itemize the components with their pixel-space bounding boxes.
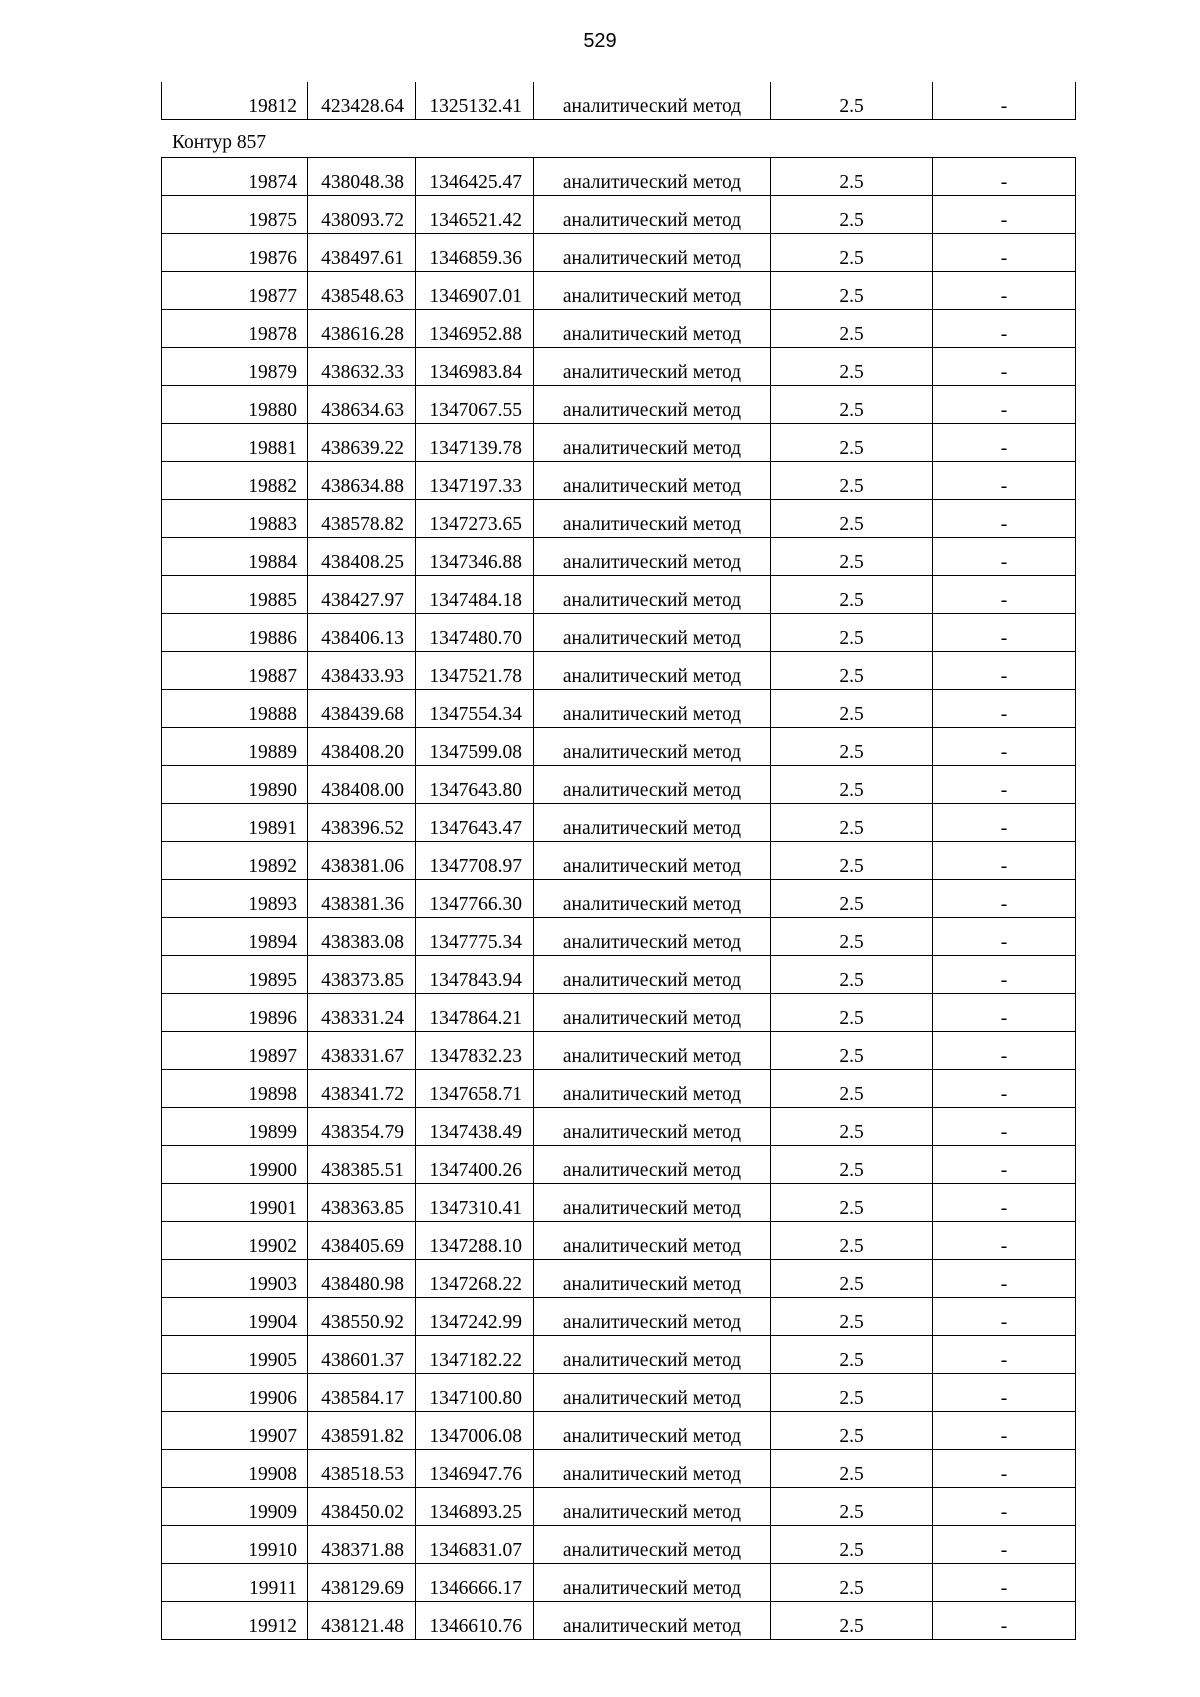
accuracy-cell: 2.5 bbox=[771, 1260, 933, 1298]
note-cell: - bbox=[933, 1450, 1076, 1488]
accuracy-cell: 2.5 bbox=[771, 690, 933, 728]
page-number: 529 bbox=[583, 30, 617, 52]
y-coordinate-cell: 1346907.01 bbox=[416, 272, 534, 310]
method-cell: аналитический метод bbox=[534, 994, 771, 1032]
point-number-cell: 19912 bbox=[162, 1602, 308, 1640]
method-cell: аналитический метод bbox=[534, 1184, 771, 1222]
point-number-cell: 19890 bbox=[162, 766, 308, 804]
x-coordinate-cell: 438093.72 bbox=[308, 196, 416, 234]
y-coordinate-cell: 1346610.76 bbox=[416, 1602, 534, 1640]
table-row bbox=[162, 804, 1076, 842]
x-coordinate-cell: 438450.02 bbox=[308, 1488, 416, 1526]
point-number-cell: 19892 bbox=[162, 842, 308, 880]
note-cell: - bbox=[933, 462, 1076, 500]
accuracy-cell: 2.5 bbox=[771, 1412, 933, 1450]
method-cell: аналитический метод bbox=[534, 956, 771, 994]
point-number-cell: 19874 bbox=[162, 158, 308, 196]
y-coordinate-cell: 1347484.18 bbox=[416, 576, 534, 614]
note-cell: - bbox=[933, 576, 1076, 614]
y-coordinate-cell: 1347242.99 bbox=[416, 1298, 534, 1336]
method-cell: аналитический метод bbox=[534, 1298, 771, 1336]
x-coordinate-cell: 438383.08 bbox=[308, 918, 416, 956]
method-cell: аналитический метод bbox=[534, 766, 771, 804]
point-number-cell: 19888 bbox=[162, 690, 308, 728]
table-row bbox=[162, 1412, 1076, 1450]
x-coordinate-cell: 438371.88 bbox=[308, 1526, 416, 1564]
accuracy-cell: 2.5 bbox=[771, 82, 933, 120]
method-cell: аналитический метод bbox=[534, 576, 771, 614]
y-coordinate-cell: 1346666.17 bbox=[416, 1564, 534, 1602]
note-cell: - bbox=[933, 82, 1076, 120]
y-coordinate-cell: 1346521.42 bbox=[416, 196, 534, 234]
table-row bbox=[162, 1564, 1076, 1602]
accuracy-cell: 2.5 bbox=[771, 652, 933, 690]
accuracy-cell: 2.5 bbox=[771, 918, 933, 956]
note-cell: - bbox=[933, 1298, 1076, 1336]
method-cell: аналитический метод bbox=[534, 462, 771, 500]
note-cell: - bbox=[933, 804, 1076, 842]
x-coordinate-cell: 438601.37 bbox=[308, 1336, 416, 1374]
x-coordinate-cell: 438331.67 bbox=[308, 1032, 416, 1070]
point-number-cell: 19909 bbox=[162, 1488, 308, 1526]
note-cell: - bbox=[933, 348, 1076, 386]
accuracy-cell: 2.5 bbox=[771, 1602, 933, 1640]
x-coordinate-cell: 438427.97 bbox=[308, 576, 416, 614]
x-coordinate-cell: 438331.24 bbox=[308, 994, 416, 1032]
note-cell: - bbox=[933, 1070, 1076, 1108]
note-cell: - bbox=[933, 1336, 1076, 1374]
method-cell: аналитический метод bbox=[534, 538, 771, 576]
method-cell: аналитический метод bbox=[534, 1526, 771, 1564]
accuracy-cell: 2.5 bbox=[771, 880, 933, 918]
x-coordinate-cell: 438578.82 bbox=[308, 500, 416, 538]
note-cell: - bbox=[933, 1222, 1076, 1260]
method-cell: аналитический метод bbox=[534, 1450, 771, 1488]
method-cell: аналитический метод bbox=[534, 1032, 771, 1070]
table-row bbox=[162, 234, 1076, 272]
note-cell: - bbox=[933, 1032, 1076, 1070]
method-cell: аналитический метод bbox=[534, 348, 771, 386]
accuracy-cell: 2.5 bbox=[771, 1488, 933, 1526]
method-cell: аналитический метод bbox=[534, 1108, 771, 1146]
point-number-cell: 19901 bbox=[162, 1184, 308, 1222]
table-row bbox=[162, 652, 1076, 690]
method-cell: аналитический метод bbox=[534, 1374, 771, 1412]
method-cell: аналитический метод bbox=[534, 424, 771, 462]
method-cell: аналитический метод bbox=[534, 1488, 771, 1526]
table-row bbox=[162, 1032, 1076, 1070]
y-coordinate-cell: 1347599.08 bbox=[416, 728, 534, 766]
x-coordinate-cell: 438634.88 bbox=[308, 462, 416, 500]
x-coordinate-cell: 438548.63 bbox=[308, 272, 416, 310]
accuracy-cell: 2.5 bbox=[771, 956, 933, 994]
method-cell: аналитический метод bbox=[534, 1222, 771, 1260]
table-row bbox=[162, 196, 1076, 234]
x-coordinate-cell: 438405.69 bbox=[308, 1222, 416, 1260]
point-number-cell: 19902 bbox=[162, 1222, 308, 1260]
note-cell: - bbox=[933, 956, 1076, 994]
table-row bbox=[162, 1222, 1076, 1260]
x-coordinate-cell: 438048.38 bbox=[308, 158, 416, 196]
point-number-cell: 19891 bbox=[162, 804, 308, 842]
table-row bbox=[162, 690, 1076, 728]
point-number-cell: 19887 bbox=[162, 652, 308, 690]
note-cell: - bbox=[933, 842, 1076, 880]
point-number-cell: 19908 bbox=[162, 1450, 308, 1488]
method-cell: аналитический метод bbox=[534, 842, 771, 880]
note-cell: - bbox=[933, 386, 1076, 424]
point-number-cell: 19883 bbox=[162, 500, 308, 538]
point-number-cell: 19893 bbox=[162, 880, 308, 918]
point-number-cell: 19911 bbox=[162, 1564, 308, 1602]
method-cell: аналитический метод bbox=[534, 1412, 771, 1450]
table-row bbox=[162, 348, 1076, 386]
y-coordinate-cell: 1347139.78 bbox=[416, 424, 534, 462]
note-cell: - bbox=[933, 1374, 1076, 1412]
x-coordinate-cell: 438121.48 bbox=[308, 1602, 416, 1640]
y-coordinate-cell: 1347643.47 bbox=[416, 804, 534, 842]
y-coordinate-cell: 1347554.34 bbox=[416, 690, 534, 728]
x-coordinate-cell: 438381.36 bbox=[308, 880, 416, 918]
accuracy-cell: 2.5 bbox=[771, 1526, 933, 1564]
table-row bbox=[162, 766, 1076, 804]
table-row bbox=[162, 842, 1076, 880]
point-number-cell: 19878 bbox=[162, 310, 308, 348]
note-cell: - bbox=[933, 652, 1076, 690]
table-row bbox=[162, 1450, 1076, 1488]
accuracy-cell: 2.5 bbox=[771, 1564, 933, 1602]
point-number-cell: 19907 bbox=[162, 1412, 308, 1450]
note-cell: - bbox=[933, 1526, 1076, 1564]
y-coordinate-cell: 1346983.84 bbox=[416, 348, 534, 386]
table-row bbox=[162, 994, 1076, 1032]
table-row bbox=[162, 614, 1076, 652]
note-cell: - bbox=[933, 766, 1076, 804]
method-cell: аналитический метод bbox=[534, 652, 771, 690]
table-row bbox=[162, 880, 1076, 918]
x-coordinate-cell: 438550.92 bbox=[308, 1298, 416, 1336]
point-number-cell: 19882 bbox=[162, 462, 308, 500]
x-coordinate-cell: 438373.85 bbox=[308, 956, 416, 994]
x-coordinate-cell: 438518.53 bbox=[308, 1450, 416, 1488]
table-row bbox=[162, 1070, 1076, 1108]
note-cell: - bbox=[933, 234, 1076, 272]
accuracy-cell: 2.5 bbox=[771, 1070, 933, 1108]
accuracy-cell: 2.5 bbox=[771, 1032, 933, 1070]
y-coordinate-cell: 1347346.88 bbox=[416, 538, 534, 576]
accuracy-cell: 2.5 bbox=[771, 1336, 933, 1374]
point-number-cell: 19889 bbox=[162, 728, 308, 766]
x-coordinate-cell: 438385.51 bbox=[308, 1146, 416, 1184]
x-coordinate-cell: 438129.69 bbox=[308, 1564, 416, 1602]
accuracy-cell: 2.5 bbox=[771, 1298, 933, 1336]
x-coordinate-cell: 438408.20 bbox=[308, 728, 416, 766]
note-cell: - bbox=[933, 196, 1076, 234]
note-cell: - bbox=[933, 1412, 1076, 1450]
accuracy-cell: 2.5 bbox=[771, 614, 933, 652]
y-coordinate-cell: 1347197.33 bbox=[416, 462, 534, 500]
y-coordinate-cell: 1347864.21 bbox=[416, 994, 534, 1032]
point-number-cell: 19880 bbox=[162, 386, 308, 424]
y-coordinate-cell: 1347268.22 bbox=[416, 1260, 534, 1298]
point-number-cell: 19884 bbox=[162, 538, 308, 576]
point-number-cell: 19897 bbox=[162, 1032, 308, 1070]
point-number-cell: 19906 bbox=[162, 1374, 308, 1412]
y-coordinate-cell: 1347438.49 bbox=[416, 1108, 534, 1146]
accuracy-cell: 2.5 bbox=[771, 424, 933, 462]
x-coordinate-cell: 438439.68 bbox=[308, 690, 416, 728]
table-row bbox=[162, 1108, 1076, 1146]
x-coordinate-cell: 438584.17 bbox=[308, 1374, 416, 1412]
table-row bbox=[162, 1336, 1076, 1374]
note-cell: - bbox=[933, 1488, 1076, 1526]
point-number-cell: 19876 bbox=[162, 234, 308, 272]
table-row bbox=[162, 918, 1076, 956]
x-coordinate-cell: 438408.00 bbox=[308, 766, 416, 804]
y-coordinate-cell: 1347708.97 bbox=[416, 842, 534, 880]
note-cell: - bbox=[933, 1184, 1076, 1222]
table-row bbox=[162, 538, 1076, 576]
x-coordinate-cell: 438480.98 bbox=[308, 1260, 416, 1298]
point-number-cell: 19900 bbox=[162, 1146, 308, 1184]
table-row bbox=[162, 500, 1076, 538]
y-coordinate-cell: 1347310.41 bbox=[416, 1184, 534, 1222]
accuracy-cell: 2.5 bbox=[771, 994, 933, 1032]
table-row bbox=[162, 1488, 1076, 1526]
method-cell: аналитический метод bbox=[534, 310, 771, 348]
note-cell: - bbox=[933, 272, 1076, 310]
coordinates-table bbox=[161, 157, 1076, 1640]
accuracy-cell: 2.5 bbox=[771, 500, 933, 538]
table-row bbox=[162, 728, 1076, 766]
accuracy-cell: 2.5 bbox=[771, 348, 933, 386]
note-cell: - bbox=[933, 1564, 1076, 1602]
method-cell: аналитический метод bbox=[534, 1564, 771, 1602]
method-cell: аналитический метод bbox=[534, 386, 771, 424]
accuracy-cell: 2.5 bbox=[771, 728, 933, 766]
accuracy-cell: 2.5 bbox=[771, 766, 933, 804]
note-cell: - bbox=[933, 728, 1076, 766]
y-coordinate-cell: 1346952.88 bbox=[416, 310, 534, 348]
accuracy-cell: 2.5 bbox=[771, 1108, 933, 1146]
table-row bbox=[162, 1260, 1076, 1298]
method-cell: аналитический метод bbox=[534, 804, 771, 842]
x-coordinate-cell: 438408.25 bbox=[308, 538, 416, 576]
method-cell: аналитический метод bbox=[534, 1146, 771, 1184]
method-cell: аналитический метод bbox=[534, 1070, 771, 1108]
note-cell: - bbox=[933, 614, 1076, 652]
note-cell: - bbox=[933, 1108, 1076, 1146]
point-number-cell: 19875 bbox=[162, 196, 308, 234]
note-cell: - bbox=[933, 690, 1076, 728]
note-cell: - bbox=[933, 1146, 1076, 1184]
point-number-cell: 19910 bbox=[162, 1526, 308, 1564]
method-cell: аналитический метод bbox=[534, 880, 771, 918]
note-cell: - bbox=[933, 538, 1076, 576]
point-number-cell: 19886 bbox=[162, 614, 308, 652]
accuracy-cell: 2.5 bbox=[771, 804, 933, 842]
y-coordinate-cell: 1347273.65 bbox=[416, 500, 534, 538]
y-coordinate-cell: 1346831.07 bbox=[416, 1526, 534, 1564]
x-coordinate-cell: 423428.64 bbox=[308, 82, 416, 120]
point-number-cell: 19877 bbox=[162, 272, 308, 310]
method-cell: аналитический метод bbox=[534, 1602, 771, 1640]
point-number-cell: 19894 bbox=[162, 918, 308, 956]
table-row bbox=[162, 424, 1076, 462]
accuracy-cell: 2.5 bbox=[771, 1374, 933, 1412]
point-number-cell: 19812 bbox=[162, 82, 308, 120]
method-cell: аналитический метод bbox=[534, 158, 771, 196]
y-coordinate-cell: 1346425.47 bbox=[416, 158, 534, 196]
point-number-cell: 19903 bbox=[162, 1260, 308, 1298]
y-coordinate-cell: 1346859.36 bbox=[416, 234, 534, 272]
x-coordinate-cell: 438341.72 bbox=[308, 1070, 416, 1108]
x-coordinate-cell: 438354.79 bbox=[308, 1108, 416, 1146]
table-row bbox=[162, 1374, 1076, 1412]
table-row bbox=[162, 310, 1076, 348]
accuracy-cell: 2.5 bbox=[771, 462, 933, 500]
x-coordinate-cell: 438381.06 bbox=[308, 842, 416, 880]
table-row bbox=[162, 386, 1076, 424]
accuracy-cell: 2.5 bbox=[771, 310, 933, 348]
point-number-cell: 19904 bbox=[162, 1298, 308, 1336]
x-coordinate-cell: 438433.93 bbox=[308, 652, 416, 690]
table-row bbox=[162, 1602, 1076, 1640]
accuracy-cell: 2.5 bbox=[771, 538, 933, 576]
y-coordinate-cell: 1325132.41 bbox=[416, 82, 534, 120]
method-cell: аналитический метод bbox=[534, 918, 771, 956]
table-row bbox=[162, 956, 1076, 994]
y-coordinate-cell: 1347643.80 bbox=[416, 766, 534, 804]
coordinates-table-continued bbox=[161, 82, 1076, 120]
table-row bbox=[162, 1184, 1076, 1222]
point-number-cell: 19898 bbox=[162, 1070, 308, 1108]
table-row bbox=[162, 272, 1076, 310]
y-coordinate-cell: 1347100.80 bbox=[416, 1374, 534, 1412]
accuracy-cell: 2.5 bbox=[771, 1184, 933, 1222]
y-coordinate-cell: 1347182.22 bbox=[416, 1336, 534, 1374]
table-row bbox=[162, 576, 1076, 614]
y-coordinate-cell: 1347766.30 bbox=[416, 880, 534, 918]
note-cell: - bbox=[933, 1602, 1076, 1640]
point-number-cell: 19895 bbox=[162, 956, 308, 994]
x-coordinate-cell: 438616.28 bbox=[308, 310, 416, 348]
table-row bbox=[162, 82, 1076, 120]
x-coordinate-cell: 438591.82 bbox=[308, 1412, 416, 1450]
y-coordinate-cell: 1347006.08 bbox=[416, 1412, 534, 1450]
contour-heading: Контур 857 bbox=[172, 132, 267, 153]
accuracy-cell: 2.5 bbox=[771, 1222, 933, 1260]
point-number-cell: 19885 bbox=[162, 576, 308, 614]
x-coordinate-cell: 438634.63 bbox=[308, 386, 416, 424]
y-coordinate-cell: 1347658.71 bbox=[416, 1070, 534, 1108]
accuracy-cell: 2.5 bbox=[771, 1450, 933, 1488]
accuracy-cell: 2.5 bbox=[771, 842, 933, 880]
point-number-cell: 19899 bbox=[162, 1108, 308, 1146]
note-cell: - bbox=[933, 1260, 1076, 1298]
note-cell: - bbox=[933, 918, 1076, 956]
y-coordinate-cell: 1347067.55 bbox=[416, 386, 534, 424]
table-row bbox=[162, 1146, 1076, 1184]
method-cell: аналитический метод bbox=[534, 82, 771, 120]
note-cell: - bbox=[933, 424, 1076, 462]
y-coordinate-cell: 1347832.23 bbox=[416, 1032, 534, 1070]
y-coordinate-cell: 1347288.10 bbox=[416, 1222, 534, 1260]
accuracy-cell: 2.5 bbox=[771, 576, 933, 614]
method-cell: аналитический метод bbox=[534, 614, 771, 652]
method-cell: аналитический метод bbox=[534, 728, 771, 766]
x-coordinate-cell: 438497.61 bbox=[308, 234, 416, 272]
table-row bbox=[162, 462, 1076, 500]
x-coordinate-cell: 438363.85 bbox=[308, 1184, 416, 1222]
table-row bbox=[162, 158, 1076, 196]
accuracy-cell: 2.5 bbox=[771, 1146, 933, 1184]
note-cell: - bbox=[933, 158, 1076, 196]
point-number-cell: 19896 bbox=[162, 994, 308, 1032]
method-cell: аналитический метод bbox=[534, 690, 771, 728]
method-cell: аналитический метод bbox=[534, 500, 771, 538]
x-coordinate-cell: 438639.22 bbox=[308, 424, 416, 462]
point-number-cell: 19905 bbox=[162, 1336, 308, 1374]
point-number-cell: 19881 bbox=[162, 424, 308, 462]
method-cell: аналитический метод bbox=[534, 1260, 771, 1298]
accuracy-cell: 2.5 bbox=[771, 386, 933, 424]
y-coordinate-cell: 1347521.78 bbox=[416, 652, 534, 690]
accuracy-cell: 2.5 bbox=[771, 196, 933, 234]
accuracy-cell: 2.5 bbox=[771, 272, 933, 310]
y-coordinate-cell: 1347480.70 bbox=[416, 614, 534, 652]
note-cell: - bbox=[933, 880, 1076, 918]
x-coordinate-cell: 438396.52 bbox=[308, 804, 416, 842]
y-coordinate-cell: 1347843.94 bbox=[416, 956, 534, 994]
table-row bbox=[162, 1298, 1076, 1336]
point-number-cell: 19879 bbox=[162, 348, 308, 386]
accuracy-cell: 2.5 bbox=[771, 158, 933, 196]
note-cell: - bbox=[933, 500, 1076, 538]
note-cell: - bbox=[933, 310, 1076, 348]
y-coordinate-cell: 1346947.76 bbox=[416, 1450, 534, 1488]
y-coordinate-cell: 1346893.25 bbox=[416, 1488, 534, 1526]
x-coordinate-cell: 438406.13 bbox=[308, 614, 416, 652]
method-cell: аналитический метод bbox=[534, 1336, 771, 1374]
y-coordinate-cell: 1347775.34 bbox=[416, 918, 534, 956]
note-cell: - bbox=[933, 994, 1076, 1032]
method-cell: аналитический метод bbox=[534, 196, 771, 234]
accuracy-cell: 2.5 bbox=[771, 234, 933, 272]
method-cell: аналитический метод bbox=[534, 272, 771, 310]
y-coordinate-cell: 1347400.26 bbox=[416, 1146, 534, 1184]
table-row bbox=[162, 1526, 1076, 1564]
x-coordinate-cell: 438632.33 bbox=[308, 348, 416, 386]
method-cell: аналитический метод bbox=[534, 234, 771, 272]
